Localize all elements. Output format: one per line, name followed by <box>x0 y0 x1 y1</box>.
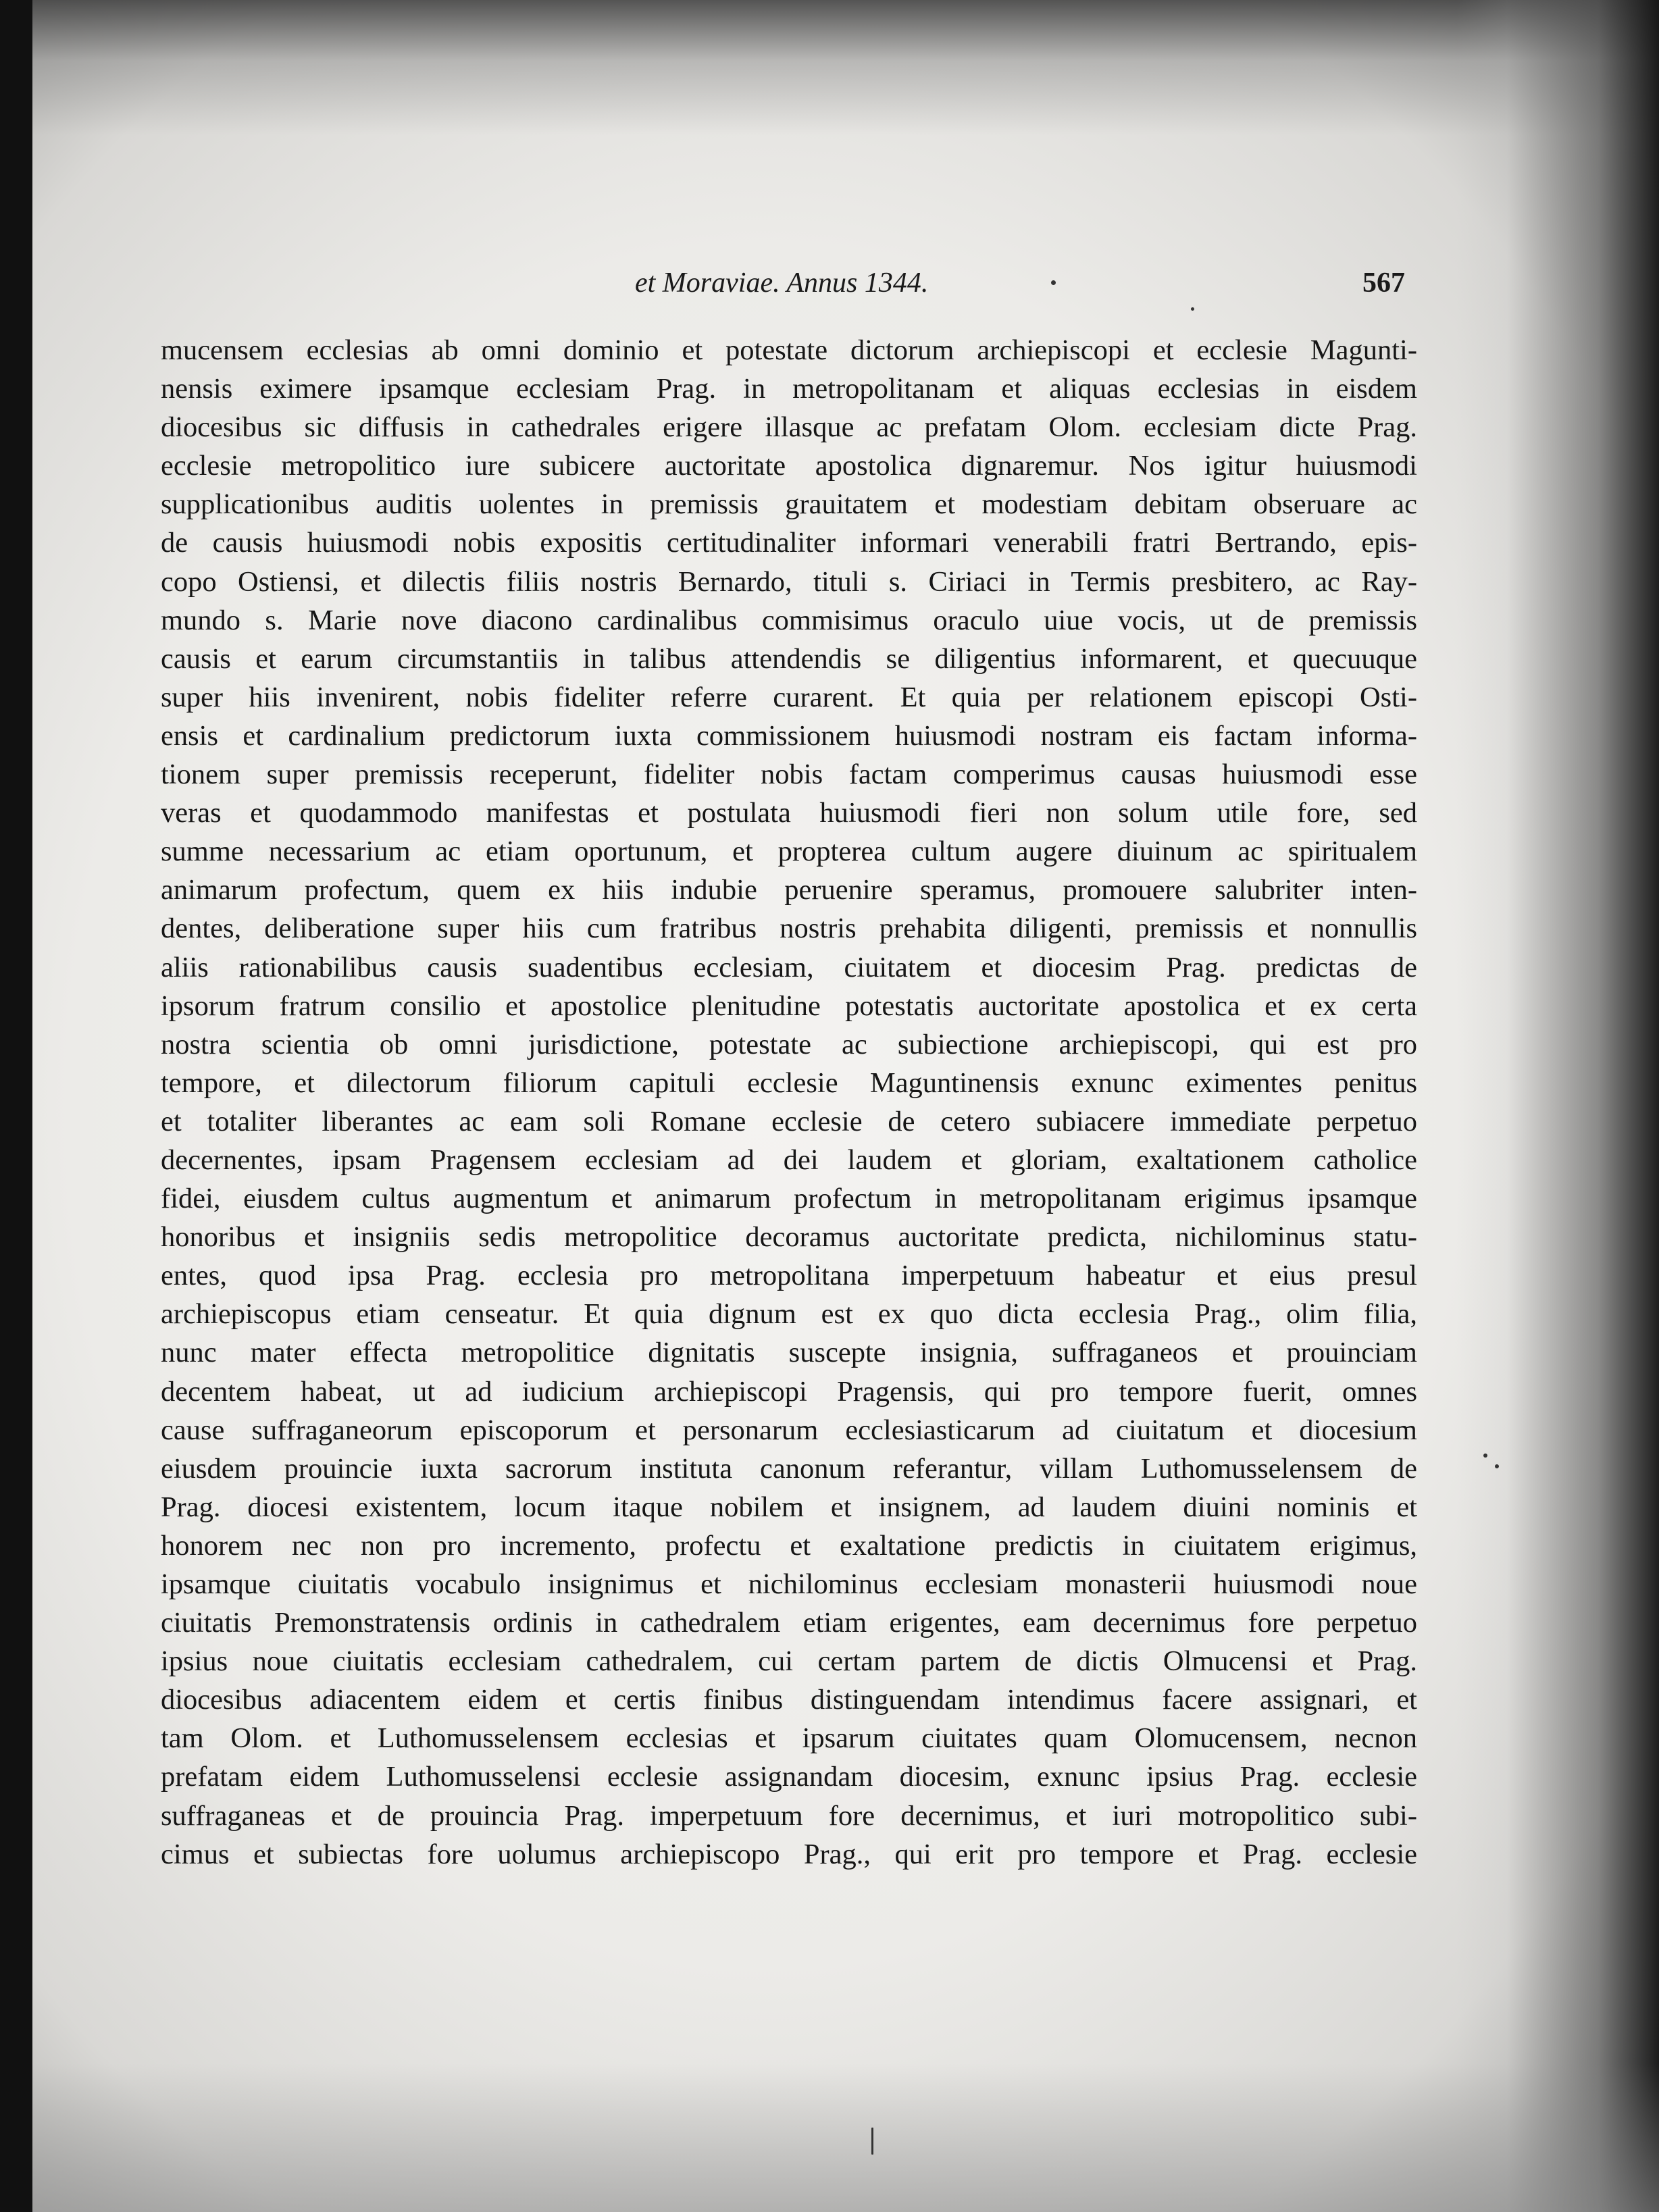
scan-speck <box>871 2128 873 2155</box>
text-line: nunc mater effecta metropolitice dignitatis suscepte insignia, suffraganeos et prouinciam <box>161 1337 1417 1369</box>
scan-speck <box>1483 1454 1487 1458</box>
scan-shadow-right <box>1456 0 1659 2212</box>
text-line: aliis rationabilibus causis suadentibus ecclesiam, ciuitatem et diocesim Prag. predictas de <box>161 951 1417 983</box>
text-line: ipsamque ciuitatis vocabulo insignimus et nichilominus ecclesiam monasterii huiusmodi noue <box>161 1568 1417 1600</box>
text-line: supplicationibus auditis uolentes in premissis grauitatem et modestiam debitam obseruare ac <box>161 488 1417 521</box>
text-line: Prag. diocesi existentem, locum itaque nobilem et insignem, ad laudem diuini nominis et <box>161 1491 1417 1523</box>
text-line: suffraganeas et de prouincia Prag. imperpetuum fore decernimus, et iuri motropolitico subi- <box>161 1799 1417 1832</box>
text-line: fidei, eiusdem cultus augmentum et animarum profectum in metropolitanam erigimus ipsamque <box>161 1183 1417 1215</box>
scanned-page <box>32 0 1659 2212</box>
scan-speck <box>1051 280 1056 285</box>
text-line: diocesibus adiacentem eidem et certis finibus distinguendam intendimus facere assignari, et <box>161 1684 1417 1716</box>
text-line: et totaliter liberantes ac eam soli Romane ecclesie de cetero subiacere immediate perpetuo <box>161 1105 1417 1137</box>
text-line: ciuitatis Premonstratensis ordinis in cathedralem etiam erigentes, eam decernimus fore perpetuo <box>161 1607 1417 1639</box>
text-line: veras et quodammodo manifestas et postulata huiusmodi fieri non solum utile fore, sed <box>161 797 1417 829</box>
text-line: honorem nec non pro incremento, profectu et exaltatione predictis in ciuitatem erigimus, <box>161 1529 1417 1562</box>
text-line: tempore, et dilectorum filiorum capituli ecclesie Maguntinensis exnunc eximentes penitus <box>161 1066 1417 1099</box>
text-line: decentem habeat, ut ad iudicium archiepiscopi Pragensis, qui pro tempore fuerit, omnes <box>161 1375 1417 1408</box>
text-line: mucensem ecclesias ab omni dominio et potestate dictorum archiepiscopi et ecclesie Magunti- <box>161 334 1417 366</box>
text-line: nostra scientia ob omni jurisdictione, potestate ac subiectione archiepiscopi, qui est pro <box>161 1028 1417 1060</box>
text-line: causis et earum circumstantiis in talibus attendendis se diligentius informarent, et quecuuque <box>161 642 1417 675</box>
text-line: eiusdem prouincie iuxta sacrorum instituta canonum referantur, villam Luthomusselensem de <box>161 1452 1417 1485</box>
text-line: ecclesie metropolitico iure subicere auctoritate apostolica dignaremur. Nos igitur huiusmodi <box>161 450 1417 482</box>
running-title: et Moraviae. Annus 1344. <box>635 267 929 299</box>
text-line: copo Ostiensi, et dilectis filiis nostris Bernardo, tituli s. Ciriaci in Termis presbitero, ac Ray- <box>161 565 1417 598</box>
text-line: ipsorum fratrum consilio et apostolice plenitudine potestatis auctoritate apostolica et ex certa <box>161 989 1417 1022</box>
text-line: de causis huiusmodi nobis expositis certitudinaliter informari venerabili fratri Bertrando, epis- <box>161 527 1417 559</box>
text-line: nensis eximere ipsamque ecclesiam Prag. in metropolitanam et aliquas ecclesias in eisdem <box>161 373 1417 405</box>
text-line: tam Olom. et Luthomusselensem ecclesias et ipsarum ciuitates quam Olomucensem, necnon <box>161 1722 1417 1755</box>
text-line: ipsius noue ciuitatis ecclesiam cathedralem, cui certam partem de dictis Olmucensi et Prag. <box>161 1645 1417 1678</box>
text-line: diocesibus sic diffusis in cathedrales erigere illasque ac prefatam Olom. ecclesiam dicte Prag. <box>161 411 1417 444</box>
text-line: ensis et cardinalium predictorum iuxta commissionem huiusmodi nostram eis factam informa- <box>161 719 1417 752</box>
scan-shadow-bottom <box>32 2063 1659 2212</box>
text-line: cause suffraganeorum episcoporum et personarum ecclesiasticarum ad ciuitatum et diocesium <box>161 1414 1417 1446</box>
text-line: summe necessarium ac etiam oportunum, et propterea cultum augere diuinum ac spiritualem <box>161 835 1417 868</box>
scan-speck <box>1191 307 1194 311</box>
page-header <box>149 267 1405 305</box>
text-line: prefatam eidem Luthomusselensi ecclesie assignandam diocesim, exnunc ipsius Prag. ecclesie <box>161 1761 1417 1793</box>
scan-shadow-top <box>32 0 1659 135</box>
text-line: animarum profectum, quem ex hiis indubie peruenire speramus, promouere salubriter inten- <box>161 874 1417 906</box>
body-text <box>161 331 1417 1874</box>
scan-speck <box>1495 1464 1499 1468</box>
page-number: 567 <box>1362 267 1405 299</box>
text-line: archiepiscopus etiam censeatur. Et quia dignum est ex quo dicta ecclesia Prag., olim filia, <box>161 1298 1417 1331</box>
text-line: tionem super premissis receperunt, fideliter nobis factam comperimus causas huiusmodi esse <box>161 758 1417 791</box>
text-line: super hiis invenirent, nobis fideliter referre curarent. Et quia per relationem episcopi Osti- <box>161 681 1417 713</box>
text-line: decernentes, ipsam Pragensem ecclesiam ad dei laudem et gloriam, exaltationem catholice <box>161 1143 1417 1176</box>
text-line: cimus et subiectas fore uolumus archiepiscopo Prag., qui erit pro tempore et Prag. ecclesie <box>161 1838 1417 1870</box>
text-line: honoribus et insigniis sedis metropolitice decoramus auctoritate predicta, nichilominus statu- <box>161 1221 1417 1254</box>
text-line: dentes, deliberatione super hiis cum fratribus nostris prehabita diligenti, premissis et nonnullis <box>161 912 1417 945</box>
text-line: entes, quod ipsa Prag. ecclesia pro metropolitana imperpetuum habeatur et eius presul <box>161 1260 1417 1292</box>
text-line: mundo s. Marie nove diacono cardinalibus commisimus oraculo uiue vocis, ut de premissis <box>161 604 1417 636</box>
